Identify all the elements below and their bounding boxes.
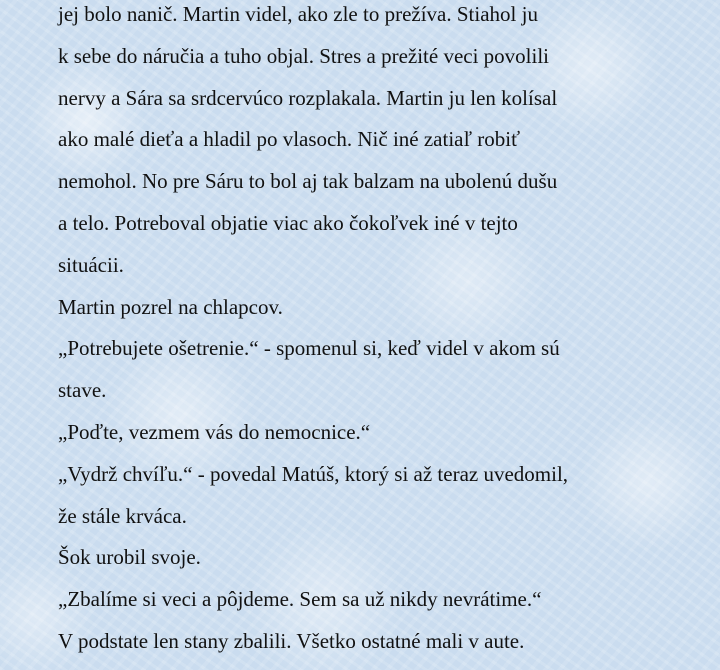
text-line: a telo. Potreboval objatie viac ako čokoľvek iné v tejto xyxy=(58,210,518,235)
text-line: Martin pozrel na chlapcov. xyxy=(58,294,283,319)
dialogue-line: „Vydrž chvíľu.“ - povedal Matúš, ktorý si až teraz uvedomil, xyxy=(58,461,569,486)
text-line: nervy a Sára sa srdcervúco rozplakala. Martin ju len kolísal xyxy=(58,85,558,110)
dialogue-line: „Poďte, vezmem vás do nemocnice.“ xyxy=(58,419,371,444)
text-line: ako malé dieťa a hladil po vlasoch. Nič iné zatiaľ robiť xyxy=(58,127,521,152)
dialogue-line: „Zbalíme si veci a pôjdeme. Sem sa už nikdy nevrátime.“ xyxy=(58,587,542,612)
text-line: V podstate len stany zbalili. Všetko ostatné mali v aute. xyxy=(58,628,525,653)
text-line: stave. xyxy=(58,378,107,403)
text-line: že stále krváca. xyxy=(58,503,187,528)
text-line: situácii. xyxy=(58,252,124,277)
text-line: jej bolo nanič. Martin videl, ako zle to prežíva. Stiahol ju xyxy=(58,2,538,26)
dialogue-line: „Potrebujete ošetrenie.“ - spomenul si, keď videl v akom sú xyxy=(58,336,560,361)
text-line: Šok urobil svoje. xyxy=(58,545,201,570)
text-line: nemohol. No pre Sáru to bol aj tak balzam na ubolenú dušu xyxy=(58,169,558,194)
text-line: k sebe do náručia a tuho objal. Stres a prežité veci povolili xyxy=(58,43,550,68)
text-body xyxy=(58,0,708,663)
